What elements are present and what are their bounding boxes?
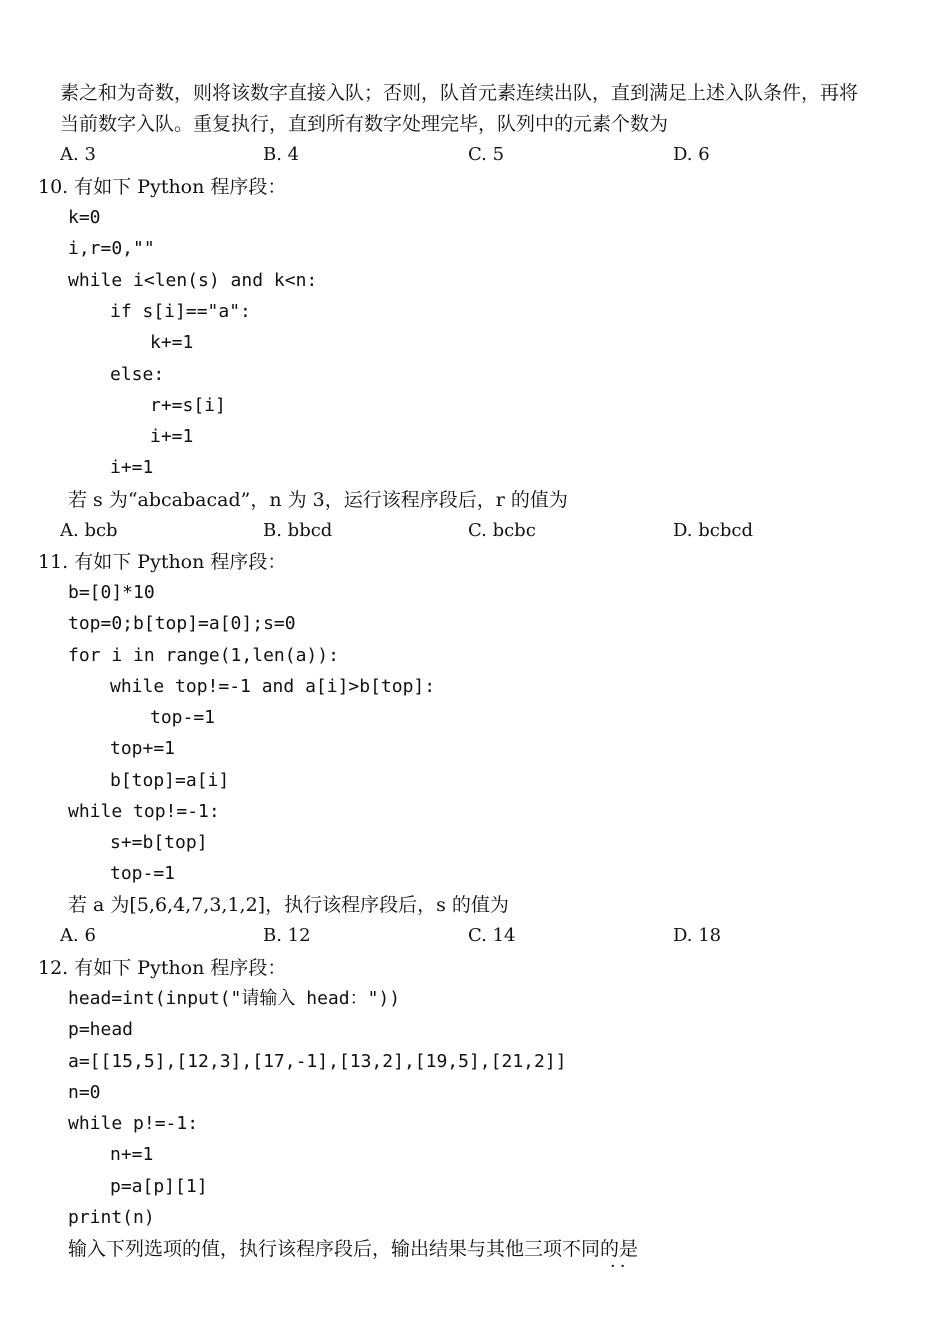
intro-line-2: 当前数字入队。重复执行，直到所有数字处理完毕，队列中的元素个数为 [60, 113, 669, 135]
q10-code-line: i,r=0,"" [68, 238, 155, 259]
q10-code-line: else: [110, 364, 165, 385]
q11-code-line: while top!=-1: [68, 801, 220, 822]
q12-code-line: a=[[15,5],[12,3],[17,-1],[13,2],[19,5],[21,2]] [68, 1051, 567, 1072]
q12-code-line: n=0 [68, 1082, 101, 1103]
q12-code-line: p=head [68, 1019, 134, 1040]
q9-option-d: D. 6 [673, 144, 710, 165]
emphasis-dots: ·· [610, 1256, 630, 1277]
q11-option-a: A. 6 [60, 925, 96, 946]
q10-code-line: while i<len(s) and k<n: [68, 270, 318, 291]
q10-code-line: if s[i]=="a": [110, 301, 251, 322]
q11-option-d: D. 18 [673, 925, 722, 946]
q12-code-line: n+=1 [110, 1144, 154, 1165]
q11-code-line: top-=1 [150, 707, 216, 728]
q11-code-line: b[top]=a[i] [110, 770, 230, 791]
q10-option-c: C. bcbc [468, 520, 536, 541]
q10-code-line: i+=1 [110, 457, 154, 478]
q11-question: 若 a 为[5,6,4,7,3,1,2]，执行该程序段后，s 的值为 [68, 894, 509, 916]
q11-code-line: while top!=-1 and a[i]>b[top]: [110, 676, 436, 697]
q10-header: 10. 有如下 Python 程序段： [38, 176, 287, 198]
q10-question: 若 s 为“abcabacad”，n 为 3，运行该程序段后，r 的值为 [68, 489, 568, 511]
q10-option-a: A. bcb [60, 520, 118, 541]
q11-code-line: s+=b[top] [110, 832, 208, 853]
q10-option-d: D. bcbcd [673, 520, 753, 541]
q11-code-line: top-=1 [110, 863, 176, 884]
q11-code-line: top=0;b[top]=a[0];s=0 [68, 613, 296, 634]
q11-option-b: B. 12 [263, 925, 311, 946]
intro-line-1: 素之和为奇数，则将该数字直接入队；否则，队首元素连续出队，直到满足上述入队条件，再将 [60, 82, 859, 104]
q12-header: 12. 有如下 Python 程序段： [38, 957, 287, 979]
q11-code-line: b=[0]*10 [68, 582, 155, 603]
q9-option-c: C. 5 [468, 144, 505, 165]
q10-code-line: k+=1 [150, 332, 194, 353]
q11-code-line: for i in range(1,len(a)): [68, 645, 339, 666]
q11-option-c: C. 14 [468, 925, 516, 946]
q11-code-line: top+=1 [110, 738, 176, 759]
q10-code-line: i+=1 [150, 426, 194, 447]
q12-code-line: head=int(input("请输入 head：")) [68, 988, 401, 1009]
q9-option-a: A. 3 [60, 144, 96, 165]
q12-code-line: print(n) [68, 1207, 155, 1228]
q12-code-line: p=a[p][1] [110, 1176, 208, 1197]
q10-option-b: B. bbcd [263, 520, 333, 541]
q12-code-line: while p!=-1: [68, 1113, 199, 1134]
q12-question: 输入下列选项的值，执行该程序段后，输出结果与其他三项不同的是 [68, 1238, 639, 1260]
q9-option-b: B. 4 [263, 144, 300, 165]
q10-code-line: k=0 [68, 207, 101, 228]
q10-code-line: r+=s[i] [150, 395, 226, 416]
q11-header: 11. 有如下 Python 程序段： [38, 551, 287, 573]
